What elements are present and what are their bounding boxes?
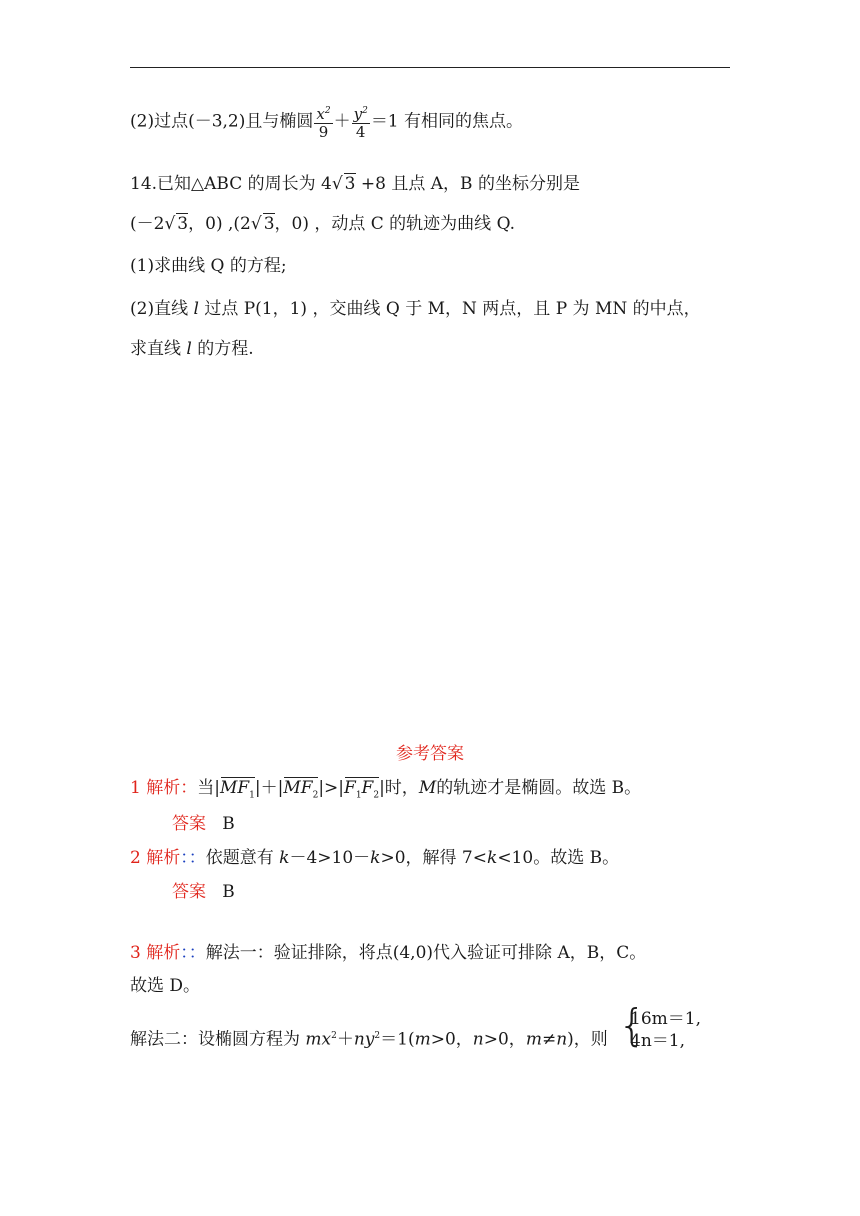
answer-2-line: 2 解析：：依题意有 k－4>10－k>0，解得 7<k<10。故选 B。 (130, 848, 620, 868)
q14-part1: (1)求曲线 Q 的方程; (130, 256, 287, 276)
vector-mf2: $MF_2$ (283, 776, 318, 807)
answer-3-line1: 3 解析：：解法一：验证排除，将点(4,0)代入验证可排除 A，B，C。 (130, 943, 647, 963)
q14-part2-line2: 求直线 l 的方程. (130, 339, 254, 359)
sqrt-3: √ 3 (250, 214, 275, 234)
answer-1-result: 答案 B (172, 814, 235, 834)
sqrt-3: √ 3 (331, 174, 356, 194)
answer-1-label: 1 解析： (130, 778, 198, 798)
vector-f1f2: $F_1F_2$ (344, 776, 379, 807)
fraction-x2-over-9: $\frac{x^2}{9}$ (316, 105, 331, 141)
q14-line1: 14.已知△ABC 的周长为 4√ 3 +8 且点 A，B 的坐标分别是 (130, 174, 580, 194)
left-brace-icon: { (618, 1000, 646, 1051)
equation-row-2: 4n＝1, (630, 1031, 685, 1051)
answer-3-line2: 故选 D。 (130, 976, 201, 996)
q13-part2-line: (2)过点(－3,2)且与椭圆 $\frac{x^2}{9}$ ＋ $\frac{y^2}{4}$ ＝1 有相同的焦点。 (130, 105, 524, 141)
equation-row-1: 16m＝1, (630, 1009, 701, 1029)
answer-3-line3: 解法二：设椭圆方程为 $mx^2+ny^2=1(m>0$，n>0，m≠n)，则 (130, 1029, 608, 1050)
q14-line2: (－2√ 3，0) ,(2√ 3，0) ，动点 C 的轨迹为曲线 Q. (130, 214, 516, 234)
fraction-y2-over-4: $\frac{y^2}{4}$ (353, 105, 368, 141)
answer-2-label: 2 解析 (130, 848, 181, 868)
equation-system (618, 1000, 701, 1052)
answers-title: 参考答案 (396, 744, 464, 764)
q14-part2-line1: (2)直线 l 过点 P(1，1) ，交曲线 Q 于 M，N 两点，且 P 为 MN 的中点， (130, 299, 701, 319)
sqrt-3: √ 3 (164, 214, 189, 234)
header-rule (130, 67, 730, 68)
q13-part2-prefix: (2)过点(－3,2)且与椭圆 (130, 111, 314, 132)
answer-2-result: 答案 B (172, 882, 235, 902)
answer-label: 答案 (172, 814, 206, 834)
answer-3-label: 3 解析 (130, 943, 181, 963)
answer-label: 答案 (172, 882, 206, 902)
vector-mf1: $MF_1$ (220, 776, 255, 807)
answer-1-line: 1 解析：当$|MF_1|+|MF_2|>|F_1F_2|$时，M的轨迹才是椭圆。故选 B。 (130, 776, 641, 807)
q13-part2-suffix: ＝1 有相同的焦点。 (370, 111, 524, 132)
